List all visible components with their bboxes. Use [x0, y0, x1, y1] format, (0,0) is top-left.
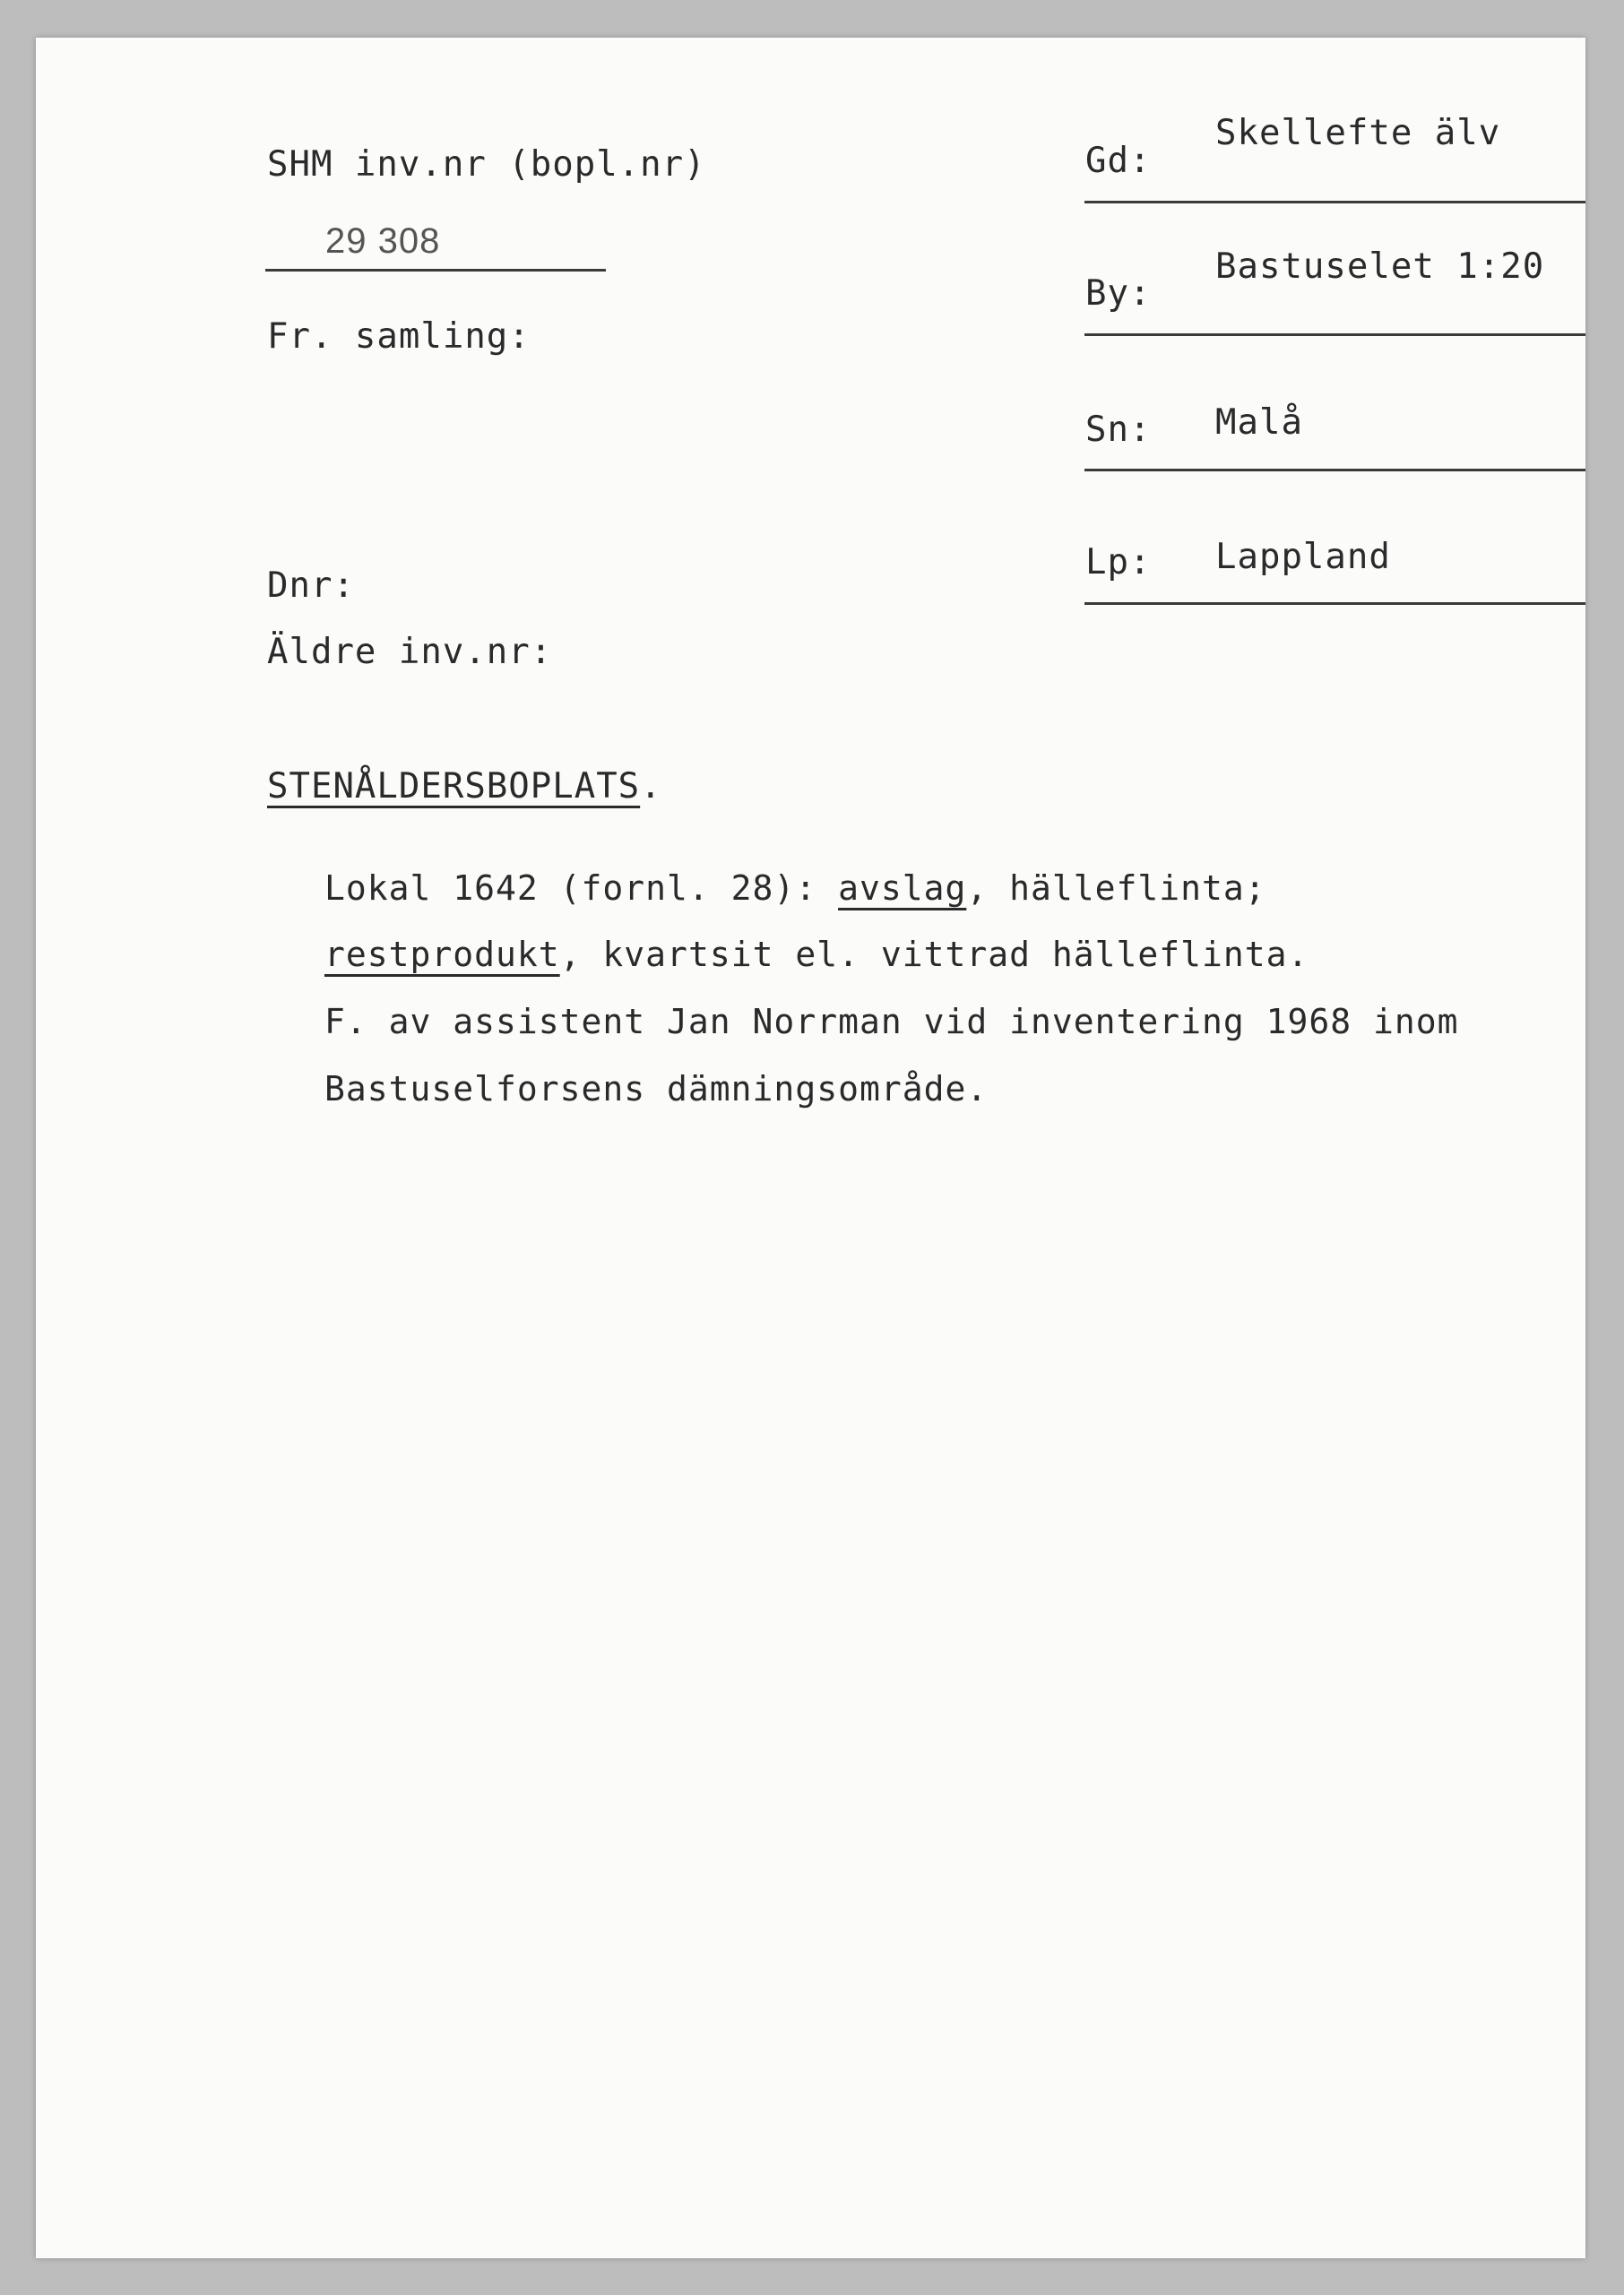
inv-nr-underline: [265, 269, 606, 272]
dnr-label: Dnr:: [267, 565, 355, 606]
line1-post: , hälleflinta;: [966, 868, 1266, 908]
gd-label: Gd:: [1085, 141, 1152, 181]
catalog-card: [36, 38, 1585, 2258]
lp-value: Lappland: [1215, 537, 1391, 577]
heading-period: .: [640, 766, 662, 807]
body-line-3: F. av assistent Jan Norrman vid inventering 1968 inom: [324, 1002, 1459, 1041]
by-label: By:: [1085, 273, 1152, 314]
body-line-1: [324, 868, 1266, 908]
body-line-4: Bastuselforsens dämningsområde.: [324, 1069, 989, 1109]
heading-text: STENÅLDERSBOPLATS: [267, 766, 641, 807]
fr-samling-label: Fr. samling:: [267, 316, 531, 357]
by-rule: [1084, 333, 1585, 336]
gd-value: Skellefte älv: [1215, 113, 1501, 153]
aldre-inv-nr-label: Äldre inv.nr:: [267, 632, 553, 672]
line2-post: , kvartsit el. vittrad hälleflinta.: [559, 935, 1309, 974]
inv-nr-label: SHM inv.nr (bopl.nr): [267, 144, 706, 185]
lp-label: Lp:: [1085, 542, 1152, 582]
sn-rule: [1084, 469, 1585, 471]
sn-label: Sn:: [1085, 410, 1152, 450]
heading: [267, 766, 662, 807]
inv-nr-value: 29 308: [325, 221, 441, 261]
line2-underlined: restprodukt: [324, 935, 560, 974]
lp-rule: [1084, 602, 1585, 605]
line1-pre: Lokal 1642 (fornl. 28):: [324, 868, 839, 908]
by-value: Bastuselet 1:20: [1215, 246, 1545, 287]
line1-underlined: avslag: [838, 868, 967, 908]
body-line-2: [324, 935, 1309, 974]
gd-rule: [1084, 201, 1585, 203]
sn-value: Malå: [1215, 402, 1303, 443]
